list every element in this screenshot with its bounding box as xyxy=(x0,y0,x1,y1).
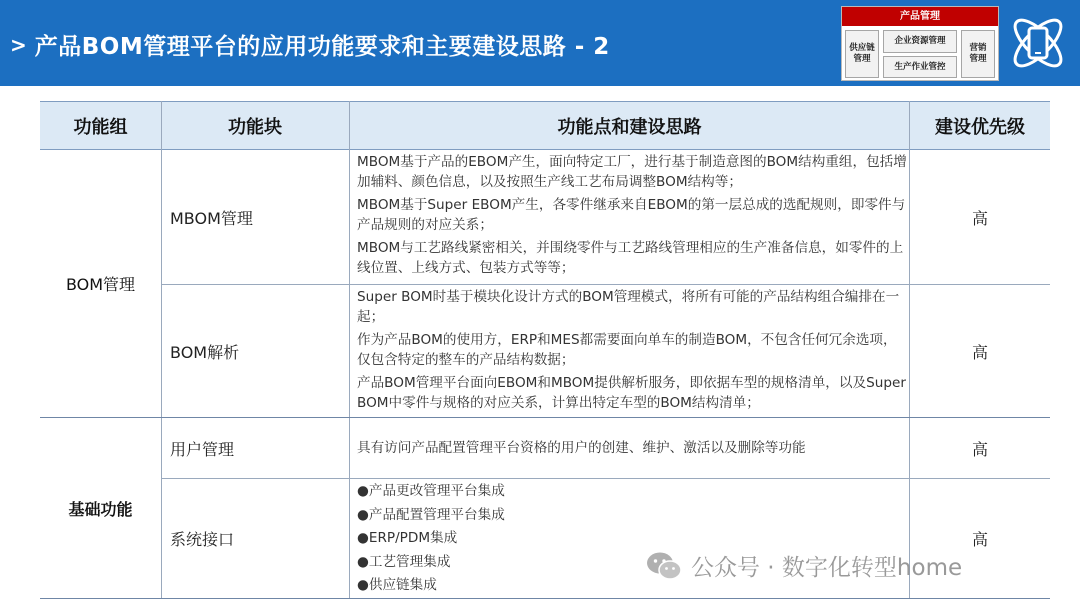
priority-user-management: 高 xyxy=(971,439,988,459)
mini-right-box xyxy=(961,30,995,78)
mini-left-line2: 管理 xyxy=(853,54,871,64)
page-title: 产品BOM管理平台的应用功能要求和主要建设思路 - 2 xyxy=(34,34,610,60)
header-function-points: 功能点和建设思路 xyxy=(557,116,702,138)
block-bom-parsing: BOM解析 xyxy=(170,342,240,362)
list-item: ●产品配置管理平台集成 xyxy=(357,506,505,523)
group-bom-management: BOM管理 xyxy=(65,275,136,294)
detail-point: 具有访问产品配置管理平台资格的用户的创建、维护、激活以及删除等功能 xyxy=(357,440,806,456)
title-wrap xyxy=(10,28,610,61)
detail-bom-parsing xyxy=(357,287,909,416)
block-system-interface: 系统接口 xyxy=(170,530,235,549)
priority-bom-parsing: 高 xyxy=(971,342,988,362)
watermark xyxy=(645,549,962,582)
priority-mbom-management: 高 xyxy=(971,208,988,228)
table-header-row xyxy=(40,101,1050,150)
block-mbom-management: MBOM管理 xyxy=(170,208,253,228)
header-priority: 建设优先级 xyxy=(935,116,1025,138)
detail-point: Super BOM时基于模块化设计方式的BOM管理模式，将所有可能的产品结构组合编排在一起； xyxy=(357,289,900,325)
detail-point: MBOM基于Super EBOM产生，各零件继承来自EBOM的第一层总成的选配规则，即零件与产品规则的对应关系； xyxy=(357,197,906,233)
list-item: ●工艺管理集成 xyxy=(357,553,451,570)
header-function-block: 功能块 xyxy=(228,116,282,138)
mini-top-label: 产品管理 xyxy=(842,7,998,26)
atom-phone-logo-icon xyxy=(1005,10,1071,76)
detail-mbom-management xyxy=(357,152,909,281)
column-divider xyxy=(349,101,350,598)
detail-point: 产品BOM管理平台面向EBOM和MBOM提供解析服务，即依据车型的规格清单，以及Super BOM中零件与规格的对应关系，计算出特定车型的BOM结构清单； xyxy=(357,375,906,411)
header-bar xyxy=(0,0,1080,86)
detail-user-management xyxy=(357,418,909,478)
priority-system-interface: 高 xyxy=(971,530,988,549)
list-item: ●供应链集成 xyxy=(357,577,437,593)
header-function-group: 功能组 xyxy=(73,116,128,138)
mini-left-line1: 供应链 xyxy=(849,43,875,53)
mini-architecture-diagram xyxy=(841,6,999,81)
block-user-management: 用户管理 xyxy=(170,439,235,459)
mini-right-line1: 营销 xyxy=(969,43,987,53)
mini-center-bottom-box: 生产作业管控 xyxy=(883,56,957,78)
detail-point: MBOM基于产品的EBOM产生，面向特定工厂，进行基于制造意图的BOM结构重组，包括增加辅料、颜色信息，以及按照生产线工艺布局调整BOM结构等； xyxy=(357,154,907,190)
wechat-icon xyxy=(645,550,683,582)
chevron-right-icon: > xyxy=(10,32,27,57)
detail-point: 作为产品BOM的使用方，ERP和MES都需要面向单车的制造BOM，不包含任何冗余选项，仅包含特定的整车的产品结构数据； xyxy=(357,332,897,368)
column-divider xyxy=(161,101,162,598)
detail-point: MBOM与工艺路线紧密相关，并围绕零件与工艺路线管理相应的生产准备信息，如零件的上线位置、上线方式、包装方式等等； xyxy=(357,240,904,276)
watermark-text: 公众号 · 数字化转型home xyxy=(691,555,963,581)
mini-center-top-box: 企业资源管理 xyxy=(883,30,957,53)
table-bottom-border xyxy=(40,598,1050,599)
mini-left-box xyxy=(845,30,879,78)
mini-right-line2: 管理 xyxy=(969,54,987,64)
list-item: ●ERP/PDM集成 xyxy=(357,530,458,546)
list-item: ●产品更改管理平台集成 xyxy=(357,483,505,499)
group-basic-functions: 基础功能 xyxy=(68,499,133,519)
